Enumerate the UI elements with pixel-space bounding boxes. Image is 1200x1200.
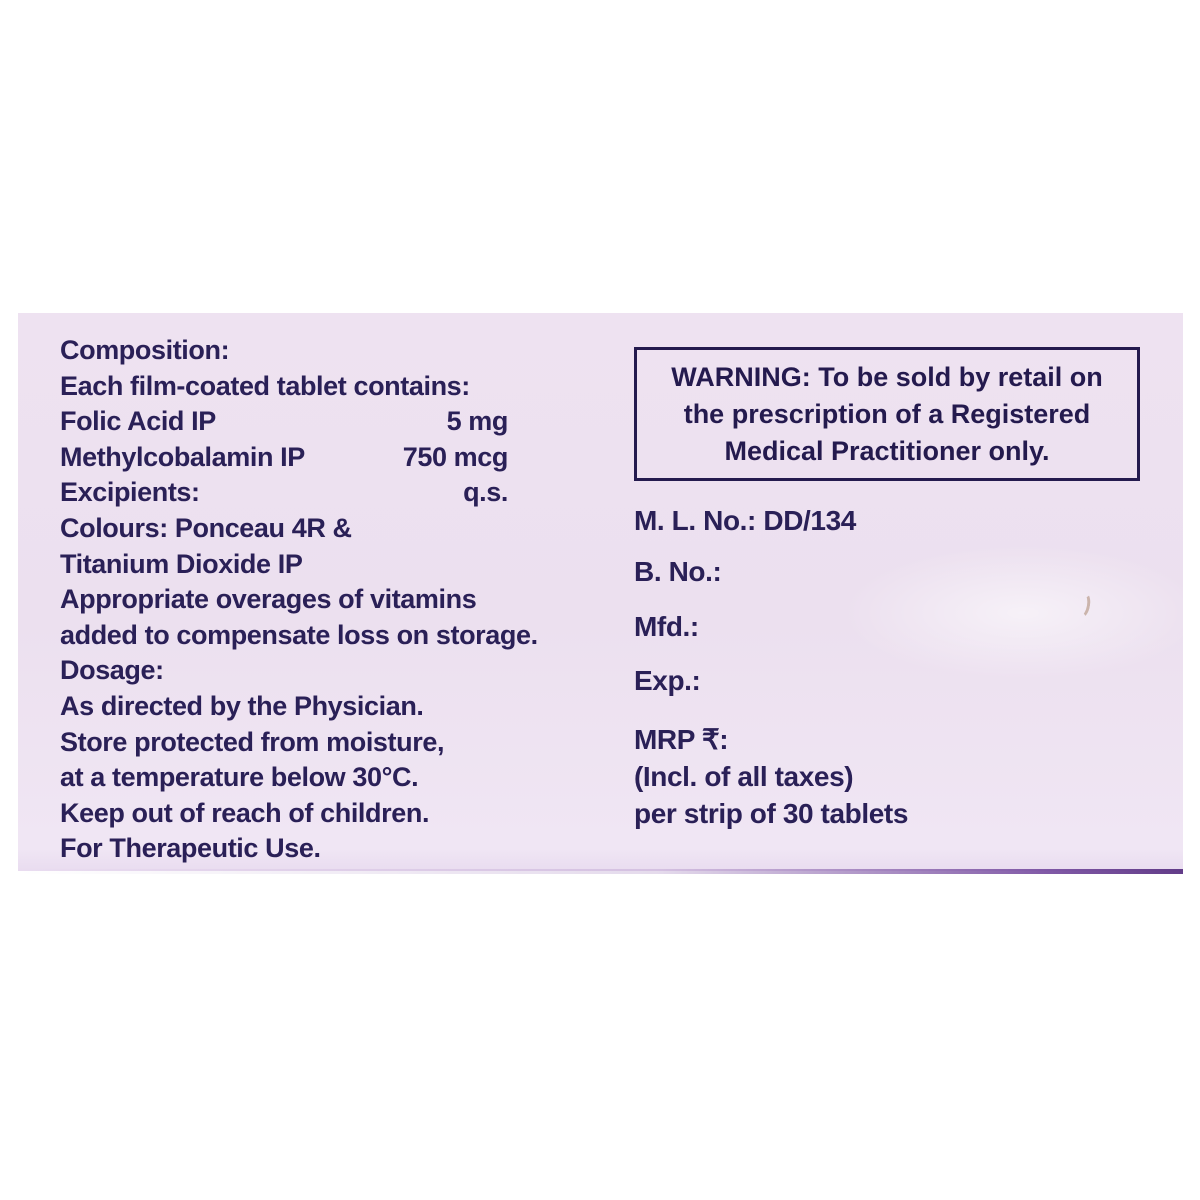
overage-line: added to compensate loss on storage. (60, 619, 538, 650)
caution-line: For Therapeutic Use. (60, 833, 321, 864)
ingredient-name: Methylcobalamin IP (60, 441, 305, 472)
photo-artifact-mark (1074, 591, 1092, 619)
warning-line: the prescription of a Registered (683, 398, 1091, 429)
ingredient-amount: q.s. (463, 477, 508, 508)
exp-field (634, 665, 700, 697)
ingredient-amount: 5 mg (446, 406, 508, 437)
mrp-tax-note: (Incl. of all taxes) (634, 761, 854, 792)
carton-back-panel (18, 313, 1183, 871)
dosage-line: As directed by the Physician. (60, 690, 424, 721)
warning-line: Medical Practitioner only. (724, 435, 1050, 466)
overage-line: Appropriate overages of vitamins (60, 584, 477, 615)
ingredient-row (60, 440, 508, 476)
composition-dosage-section (60, 333, 660, 867)
schedule-warning-box (634, 347, 1140, 481)
ingredient-name: Folic Acid IP (60, 406, 216, 437)
storage-line: at a temperature below 30°C. (60, 762, 419, 793)
ml-no-value: DD/134 (763, 505, 856, 536)
ingredient-name: Excipients: (60, 477, 200, 508)
ml-no-label: M. L. No.: (634, 505, 756, 536)
storage-line: Store protected from moisture, (60, 726, 445, 757)
ingredient-row (60, 404, 508, 440)
mrp-label: MRP ₹: (634, 724, 729, 755)
colours-line: Colours: Ponceau 4R & (60, 512, 352, 543)
dosage-heading: Dosage: (60, 655, 164, 686)
batch-no-field (634, 556, 721, 588)
mfd-field (634, 611, 699, 643)
mrp-pack-note: per strip of 30 tablets (634, 798, 908, 829)
exp-label: Exp.: (634, 665, 701, 696)
ingredient-row (60, 475, 508, 511)
colours-line: Titanium Dioxide IP (60, 548, 303, 579)
warning-line: WARNING: To be sold by retail on (671, 361, 1103, 392)
ingredient-amount: 750 mcg (402, 441, 508, 472)
composition-intro: Each film-coated tablet contains: (60, 370, 470, 401)
caution-line: Keep out of reach of children. (60, 797, 430, 828)
composition-heading: Composition: (60, 335, 230, 365)
mfd-label: Mfd.: (634, 611, 699, 642)
ml-no-field (634, 505, 856, 537)
batch-no-label: B. No.: (634, 556, 722, 587)
